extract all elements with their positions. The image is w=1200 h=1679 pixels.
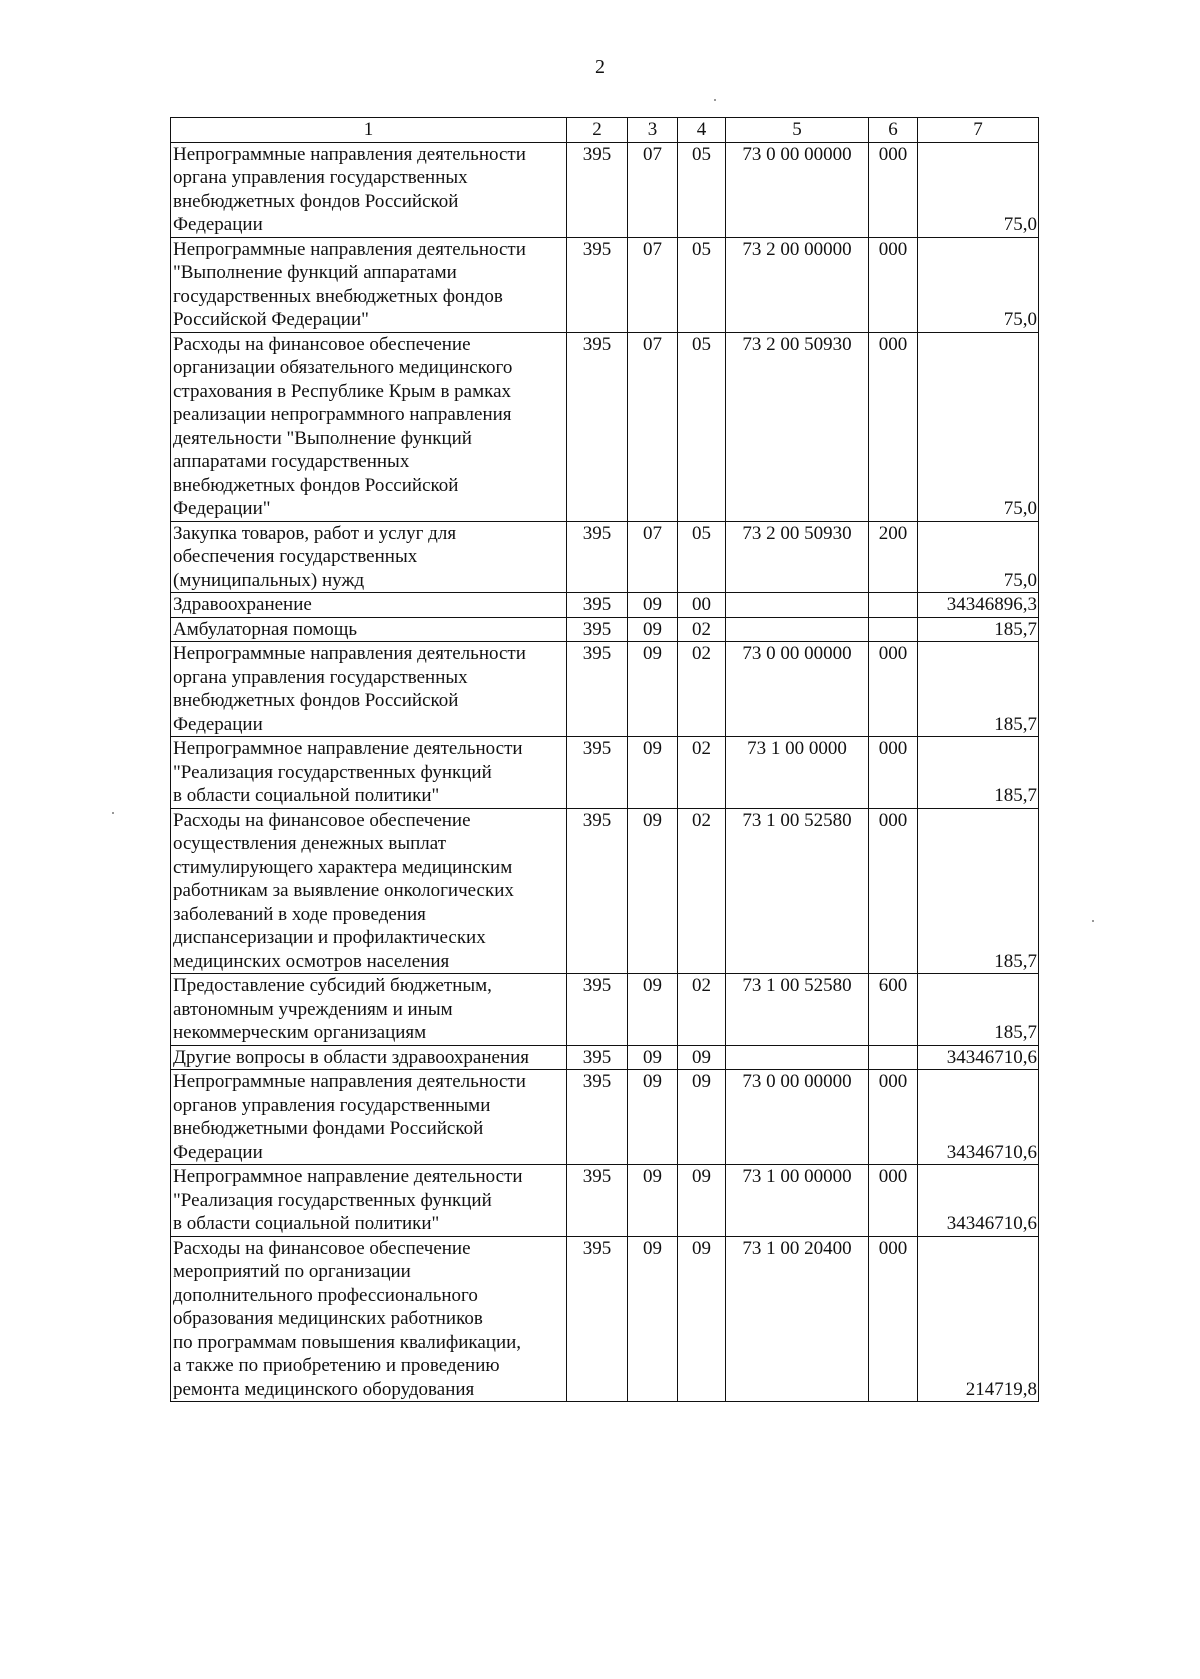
row-description: Другие вопросы в области здравоохранения bbox=[171, 1045, 567, 1070]
row-section-code: 07 bbox=[628, 332, 678, 521]
row-amount: 214719,8 bbox=[918, 1236, 1039, 1402]
row-expense-type: 600 bbox=[869, 974, 918, 1046]
row-expense-type: 000 bbox=[869, 808, 918, 974]
row-section-code: 09 bbox=[628, 617, 678, 642]
row-subsection-code: 00 bbox=[678, 593, 726, 618]
row-subsection-code: 02 bbox=[678, 808, 726, 974]
row-section-code: 09 bbox=[628, 974, 678, 1046]
table-row bbox=[171, 974, 1039, 1046]
row-admin-code: 395 bbox=[567, 974, 628, 1046]
table-row bbox=[171, 737, 1039, 809]
row-subsection-code: 05 bbox=[678, 237, 726, 332]
row-subsection-code: 05 bbox=[678, 332, 726, 521]
row-admin-code: 395 bbox=[567, 237, 628, 332]
row-admin-code: 395 bbox=[567, 1070, 628, 1165]
row-description: Амбулаторная помощь bbox=[171, 617, 567, 642]
row-description: Непрограммное направление деятельности "Реализация государственных функций в области социальной политики" bbox=[171, 1165, 567, 1237]
row-description: Непрограммные направления деятельности органов управления государственными внебюджетными фондами Российской Федерации bbox=[171, 1070, 567, 1165]
row-target-article: 73 1 00 00000 bbox=[726, 1165, 869, 1237]
row-subsection-code: 09 bbox=[678, 1045, 726, 1070]
row-amount: 185,7 bbox=[918, 974, 1039, 1046]
scan-speck bbox=[714, 99, 716, 101]
row-admin-code: 395 bbox=[567, 642, 628, 737]
row-subsection-code: 09 bbox=[678, 1070, 726, 1165]
row-target-article bbox=[726, 593, 869, 618]
row-admin-code: 395 bbox=[567, 1165, 628, 1237]
row-expense-type: 000 bbox=[869, 642, 918, 737]
row-description: Расходы на финансовое обеспечение осуществления денежных выплат стимулирующего характера медицинским работникам за выявление онкологических заболеваний в ходе проведения диспансеризации и профилактических медицинских осмотров населения bbox=[171, 808, 567, 974]
table-row bbox=[171, 332, 1039, 521]
row-expense-type: 000 bbox=[869, 332, 918, 521]
row-subsection-code: 09 bbox=[678, 1165, 726, 1237]
row-admin-code: 395 bbox=[567, 332, 628, 521]
scan-speck bbox=[1092, 920, 1094, 922]
column-header-1: 1 bbox=[171, 118, 567, 143]
row-section-code: 07 bbox=[628, 521, 678, 593]
row-subsection-code: 05 bbox=[678, 142, 726, 237]
row-target-article bbox=[726, 1045, 869, 1070]
row-target-article: 73 2 00 50930 bbox=[726, 521, 869, 593]
row-section-code: 09 bbox=[628, 1165, 678, 1237]
row-expense-type: 000 bbox=[869, 1070, 918, 1165]
column-header-6: 6 bbox=[869, 118, 918, 143]
row-admin-code: 395 bbox=[567, 737, 628, 809]
row-section-code: 09 bbox=[628, 1236, 678, 1402]
row-target-article: 73 1 00 0000 bbox=[726, 737, 869, 809]
row-target-article: 73 1 00 52580 bbox=[726, 808, 869, 974]
table-row bbox=[171, 1070, 1039, 1165]
row-admin-code: 395 bbox=[567, 617, 628, 642]
row-admin-code: 395 bbox=[567, 808, 628, 974]
row-admin-code: 395 bbox=[567, 521, 628, 593]
row-target-article: 73 2 00 00000 bbox=[726, 237, 869, 332]
row-section-code: 09 bbox=[628, 808, 678, 974]
row-section-code: 07 bbox=[628, 237, 678, 332]
row-amount: 185,7 bbox=[918, 808, 1039, 974]
table-row bbox=[171, 521, 1039, 593]
column-header-7: 7 bbox=[918, 118, 1039, 143]
row-amount: 75,0 bbox=[918, 237, 1039, 332]
row-section-code: 09 bbox=[628, 593, 678, 618]
table-row bbox=[171, 1236, 1039, 1402]
column-header-4: 4 bbox=[678, 118, 726, 143]
row-amount: 185,7 bbox=[918, 642, 1039, 737]
row-subsection-code: 02 bbox=[678, 617, 726, 642]
row-section-code: 09 bbox=[628, 1070, 678, 1165]
table-row bbox=[171, 1045, 1039, 1070]
row-expense-type: 000 bbox=[869, 737, 918, 809]
table-header-row bbox=[171, 118, 1039, 143]
row-amount: 34346896,3 bbox=[918, 593, 1039, 618]
table-row bbox=[171, 808, 1039, 974]
row-amount: 185,7 bbox=[918, 617, 1039, 642]
row-target-article: 73 1 00 20400 bbox=[726, 1236, 869, 1402]
row-target-article: 73 0 00 00000 bbox=[726, 642, 869, 737]
row-description: Закупка товаров, работ и услуг для обеспечения государственных (муниципальных) нужд bbox=[171, 521, 567, 593]
row-amount: 34346710,6 bbox=[918, 1045, 1039, 1070]
column-header-3: 3 bbox=[628, 118, 678, 143]
row-target-article bbox=[726, 617, 869, 642]
row-description: Непрограммные направления деятельности органа управления государственных внебюджетных фондов Российской Федерации bbox=[171, 642, 567, 737]
row-amount: 75,0 bbox=[918, 332, 1039, 521]
row-amount: 75,0 bbox=[918, 521, 1039, 593]
row-admin-code: 395 bbox=[567, 1236, 628, 1402]
table-row bbox=[171, 1165, 1039, 1237]
row-section-code: 09 bbox=[628, 642, 678, 737]
table-row bbox=[171, 642, 1039, 737]
row-expense-type: 000 bbox=[869, 1236, 918, 1402]
row-subsection-code: 02 bbox=[678, 737, 726, 809]
row-expense-type: 200 bbox=[869, 521, 918, 593]
page-number: 2 bbox=[595, 56, 605, 78]
row-expense-type bbox=[869, 1045, 918, 1070]
scan-speck bbox=[112, 812, 114, 814]
row-subsection-code: 05 bbox=[678, 521, 726, 593]
row-expense-type bbox=[869, 617, 918, 642]
row-subsection-code: 09 bbox=[678, 1236, 726, 1402]
row-description: Непрограммные направления деятельности "Выполнение функций аппаратами государственных внебюджетных фондов Российской Федерации" bbox=[171, 237, 567, 332]
row-amount: 34346710,6 bbox=[918, 1165, 1039, 1237]
row-admin-code: 395 bbox=[567, 1045, 628, 1070]
budget-table-body bbox=[171, 118, 1039, 1402]
table-row bbox=[171, 237, 1039, 332]
budget-table bbox=[170, 117, 1039, 1402]
row-expense-type: 000 bbox=[869, 1165, 918, 1237]
row-description: Расходы на финансовое обеспечение организации обязательного медицинского страхования в Республике Крым в рамках реализации непрограммного направления деятельности "Выполнение функций аппаратами государственных внебюджетных фондов Российской Федерации" bbox=[171, 332, 567, 521]
table-row bbox=[171, 593, 1039, 618]
row-description: Здравоохранение bbox=[171, 593, 567, 618]
row-admin-code: 395 bbox=[567, 593, 628, 618]
row-target-article: 73 2 00 50930 bbox=[726, 332, 869, 521]
row-amount: 34346710,6 bbox=[918, 1070, 1039, 1165]
row-section-code: 09 bbox=[628, 737, 678, 809]
table-row bbox=[171, 142, 1039, 237]
row-expense-type: 000 bbox=[869, 237, 918, 332]
row-description: Расходы на финансовое обеспечение мероприятий по организации дополнительного профессионального образования медицинских работников по программам повышения квалификации, а также по приобретению и проведению ремонта медицинского оборудования bbox=[171, 1236, 567, 1402]
row-expense-type bbox=[869, 593, 918, 618]
table-row bbox=[171, 617, 1039, 642]
row-admin-code: 395 bbox=[567, 142, 628, 237]
row-target-article: 73 1 00 52580 bbox=[726, 974, 869, 1046]
row-description: Предоставление субсидий бюджетным, автономным учреждениям и иным некоммерческим организациям bbox=[171, 974, 567, 1046]
row-expense-type: 000 bbox=[869, 142, 918, 237]
column-header-2: 2 bbox=[567, 118, 628, 143]
row-amount: 75,0 bbox=[918, 142, 1039, 237]
row-subsection-code: 02 bbox=[678, 974, 726, 1046]
row-description: Непрограммные направления деятельности органа управления государственных внебюджетных фондов Российской Федерации bbox=[171, 142, 567, 237]
row-amount: 185,7 bbox=[918, 737, 1039, 809]
row-target-article: 73 0 00 00000 bbox=[726, 1070, 869, 1165]
row-section-code: 07 bbox=[628, 142, 678, 237]
row-section-code: 09 bbox=[628, 1045, 678, 1070]
row-subsection-code: 02 bbox=[678, 642, 726, 737]
column-header-5: 5 bbox=[726, 118, 869, 143]
row-target-article: 73 0 00 00000 bbox=[726, 142, 869, 237]
row-description: Непрограммное направление деятельности "Реализация государственных функций в области социальной политики" bbox=[171, 737, 567, 809]
